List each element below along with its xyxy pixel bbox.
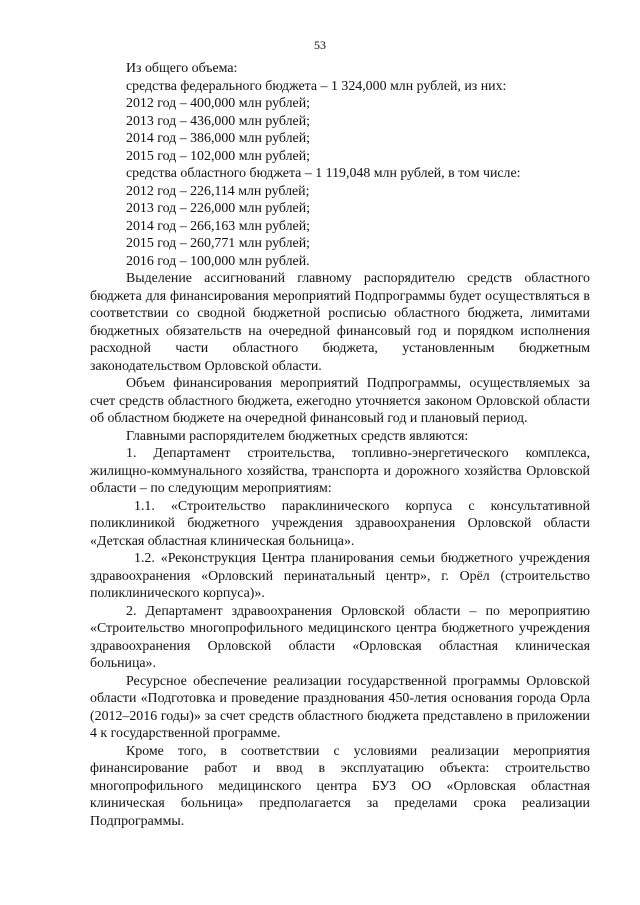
paragraph-resources: Ресурсное обеспечение реализации государственной программы Орловской области «Подготовка и проведение празднования 450-летия основания города Орла (2012–2016 годы)» за счет средств областного бюджета представлено в приложении 4 к государственной программе. xyxy=(90,673,590,741)
funding-line: 2012 год – 400,000 млн рублей; xyxy=(126,96,310,111)
funding-line: 2012 год – 226,114 млн рублей; xyxy=(126,183,310,199)
paragraph-conditions: Кроме того, в соответствии с условиями реализации мероприятия финансирование работ и ввод в эксплуатацию объекта: строительство многопрофильного медицинского центра БУЗ ОО «Орловская областная клиническая больница» предполагается за пределами срока реализации Подпрограммы. xyxy=(90,743,590,829)
list-item-1-1: 1.1. «Строительство параклинического корпуса с консультативной поликлиникой бюджетного учреждения здравоохранения Орловской области «Детская областная клиническая больница». xyxy=(90,498,590,549)
funding-line: 2013 год – 436,000 млн рублей; xyxy=(126,113,310,129)
list-item-1: 1. Департамент строительства, топливно-энергетического комплекса, жилищно-коммунального хозяйства, транспорта и дорожного хозяйства Орловской области – по следующим мероприятиям: xyxy=(90,446,590,496)
paragraph-volume: Объем финансирования мероприятий Подпрограммы, осуществляемых за счет средств областного бюджета, ежегодно уточняется законом Орловской области об областном бюджете на очередной финансовый год и плановый период. xyxy=(90,376,590,426)
document-body xyxy=(90,60,590,830)
funding-line: Из общего объема: xyxy=(126,61,238,76)
funding-line: 2014 год – 266,163 млн рублей; xyxy=(126,218,310,234)
funding-line: 2015 год – 102,000 млн рублей; xyxy=(126,148,310,164)
list-item-1-2: 1.2. «Реконструкция Центра планирования семьи бюджетного учреждения здравоохранения «Орловский перинатальный центр», г. Орёл (строительство поликлинического корпуса)». xyxy=(90,551,590,601)
list-item-2: 2. Департамент здравоохранения Орловской области – по мероприятию «Строительство многопрофильного медицинского центра бюджетного учреждения здравоохранения Орловской области «Орловская областная клиническая больница». xyxy=(90,603,590,671)
paragraph-allocation: Выделение ассигнований главному распорядителю средств областного бюджета для финансирования мероприятий Подпрограммы будет осуществляться в соответствии со сводной бюджетной росписью областного бюджета, лимитами бюджетных обязательств на очередной финансовый год и порядком исполнения расходной части областного бюджета, установленным бюджетным законодательством Орловской области. xyxy=(90,271,590,374)
funding-line: средства областного бюджета – 1 119,048 млн рублей, в том числе: xyxy=(126,166,521,181)
funding-line: 2014 год – 386,000 млн рублей; xyxy=(126,131,310,146)
paragraph-managers-intro: Главными распорядителем бюджетных средств являются: xyxy=(126,428,469,444)
funding-line: 2015 год – 260,771 млн рублей; xyxy=(126,236,310,251)
funding-line: 2013 год – 226,000 млн рублей; xyxy=(126,201,310,216)
funding-line: средства федерального бюджета – 1 324,000 млн рублей, из них: xyxy=(126,78,507,94)
page-number: 53 xyxy=(314,38,326,52)
funding-line: 2016 год – 100,000 млн рублей. xyxy=(126,253,310,269)
